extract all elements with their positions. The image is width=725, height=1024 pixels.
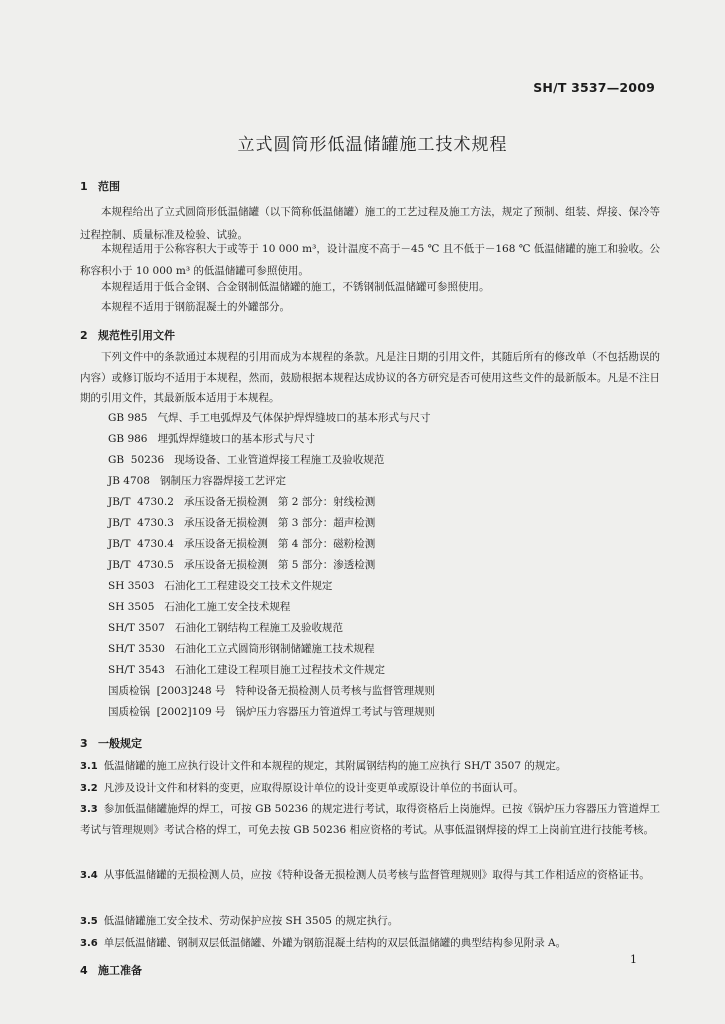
references-intro: 下列文件中的条款通过本规程的引用而成为本规程的条款。凡是注日期的引用文件，其随后所有的修改单（不包括勘误的内容）或修订版均不适用于本规程，然而，鼓励根据本规程达成协议的各方研究是否可使用这些文件的最新版本。凡是不注日期的引用文件，其最新版本适用于本规程。	[80, 351, 660, 404]
section-title: 规范性引用文件	[98, 329, 175, 342]
reference-item: GB 50236 现场设备、工业管道焊接工程施工及验收规范	[108, 454, 385, 466]
clause-text: 参加低温储罐施焊的焊工，可按 GB 50236 的规定进行考试，取得资格后上岗施焊。已按《锅炉压力容器压力管道焊工考试与管理规则》考试合格的焊工，可免去按 GB 50236 相应资格的考试。从事低温钢焊接的焊工上岗前宜进行技能考核。	[80, 803, 660, 836]
clause	[80, 799, 660, 841]
section-heading-3	[80, 735, 142, 751]
reference-item: 国质检锅 [2002]109 号 锅炉压力容器压力管道焊工考试与管理规则	[108, 706, 435, 718]
reference-item: JB/T 4730.5 承压设备无损检测 第 5 部分：渗透检测	[108, 559, 376, 571]
section-heading-4	[80, 962, 142, 978]
clause-number: 3.1	[80, 761, 98, 772]
clause-number: 3.6	[80, 938, 98, 949]
clause-text: 低温储罐的施工应执行设计文件和本规程的规定，其附属钢结构的施工应执行 SH/T 3507 的规定。	[103, 760, 567, 772]
section-heading-2	[80, 327, 175, 343]
clause-text: 低温储罐施工安全技术、劳动保护应按 SH 3505 的规定执行。	[103, 915, 399, 927]
section-title: 施工准备	[98, 964, 142, 977]
section-heading-1	[80, 178, 120, 194]
reference-item: JB/T 4730.2 承压设备无损检测 第 2 部分：射线检测	[108, 496, 376, 508]
reference-item: SH 3505 石油化工施工安全技术规程	[108, 601, 291, 613]
clause	[80, 910, 660, 934]
section-number: 3	[80, 737, 88, 750]
page-number: 1	[630, 953, 637, 966]
clause-number: 3.3	[80, 804, 98, 815]
clause-number: 3.5	[80, 916, 98, 927]
reference-item: 国质检锅 [2003]248 号 特种设备无损检测人员考核与监督管理规则	[108, 685, 435, 697]
clause-text: 从事低温储罐的无损检测人员，应按《特种设备无损检测人员考核与监督管理规则》取得与其工作相适应的资格证书。	[103, 869, 650, 881]
clause-text: 单层低温储罐、钢制双层低温储罐、外罐为钢筋混凝土结构的双层低温储罐的典型结构参见附录 A。	[103, 937, 567, 949]
clause-number: 3.4	[80, 870, 98, 881]
reference-item: SH/T 3543 石油化工建设工程项目施工过程技术文件规定	[108, 664, 385, 676]
clause	[80, 777, 660, 801]
section-number: 4	[80, 964, 88, 977]
clause	[80, 755, 660, 779]
clause-number: 3.2	[80, 783, 98, 794]
scope-paragraph: 本规程适用于低合金钢、合金钢制低温储罐的施工，不锈钢制低温储罐可参照使用。	[101, 281, 490, 293]
clause-text: 凡涉及设计文件和材料的变更，应取得原设计单位的设计变更单或原设计单位的书面认可。	[103, 782, 524, 794]
scope-paragraph: 本规程适用于公称容积大于或等于 10 000 m³，设计温度不高于－45 ℃ 且不低于－168 ℃ 低温储罐的施工和验收。公称容积小于 10 000 m³ 的低温储罐可参照使用。	[80, 243, 660, 277]
section-title: 一般规定	[98, 737, 142, 750]
standard-code: SH/T 3537—2009	[533, 80, 655, 95]
reference-item: JB/T 4730.3 承压设备无损检测 第 3 部分：超声检测	[108, 517, 376, 529]
scope-paragraph: 本规程给出了立式圆筒形低温储罐（以下简称低温储罐）施工的工艺过程及施工方法，规定了预制、组装、焊接、保冷等过程控制、质量标准及检验、试验。	[80, 206, 660, 241]
reference-item: SH 3503 石油化工工程建设交工技术文件规定	[108, 580, 333, 592]
reference-item: JB/T 4730.4 承压设备无损检测 第 4 部分：磁粉检测	[108, 538, 376, 550]
reference-item: SH/T 3530 石油化工立式圆筒形钢制储罐施工技术规程	[108, 643, 375, 655]
reference-item: GB 985 气焊、手工电弧焊及气体保护焊焊缝坡口的基本形式与尺寸	[108, 412, 431, 424]
document-title: 立式圆筒形低温储罐施工技术规程	[237, 135, 508, 155]
scope-paragraph: 本规程不适用于钢筋混凝土的外罐部分。	[101, 301, 290, 313]
clause	[80, 932, 660, 956]
section-title: 范围	[98, 180, 120, 193]
reference-item: SH/T 3507 石油化工钢结构工程施工及验收规范	[108, 622, 343, 634]
section-number: 2	[80, 329, 88, 342]
reference-item: GB 986 埋弧焊焊缝坡口的基本形式与尺寸	[108, 433, 315, 445]
clause	[80, 865, 660, 886]
reference-item: JB 4708 钢制压力容器焊接工艺评定	[108, 475, 286, 487]
section-number: 1	[80, 180, 88, 193]
